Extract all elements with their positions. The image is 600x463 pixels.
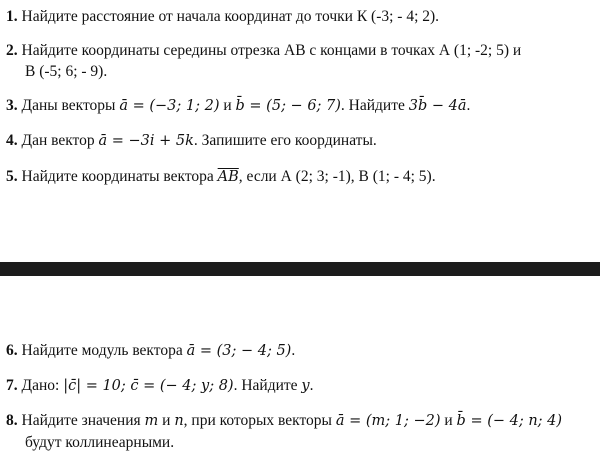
task-1	[6, 6, 586, 27]
task-text: . Найдите	[340, 97, 409, 114]
vector-ab-formula: $\overline{AB}$	[217, 169, 239, 185]
task-2	[6, 40, 586, 82]
variable-n: n	[174, 413, 184, 429]
task-text-continuation: будут коллинеарными.	[25, 434, 175, 451]
task-text: Дан вектор	[21, 132, 99, 149]
task-3	[6, 95, 586, 117]
task-text: , при которых векторы	[183, 412, 336, 429]
vector-b-formula: b̄ = (5; − 6; 7)	[235, 98, 341, 114]
task-number: 8.	[6, 412, 18, 429]
task-4	[6, 130, 586, 152]
task-text: .	[309, 377, 314, 394]
task-text: .	[291, 342, 296, 359]
task-text: и	[219, 97, 236, 114]
task-text-continuation: В (-5; 6; - 9).	[25, 63, 108, 80]
task-6	[6, 340, 586, 362]
vector-c-formula: |c̄| = 10; c̄ = (− 4; y; 8)	[63, 378, 234, 394]
task-number: 1.	[6, 8, 18, 25]
vector-b-formula: b̄ = (− 4; n; 4)	[456, 413, 563, 429]
task-text: Найдите координаты середины отрезка АВ с концами в точках А (1; -2; 5) и	[21, 42, 522, 59]
variable-y: y	[301, 378, 310, 394]
task-number: 2.	[6, 42, 18, 59]
task-text: и	[158, 412, 175, 429]
task-number: 4.	[6, 132, 18, 149]
task-text: Найдите значения	[21, 412, 145, 429]
vector-a-formula: ā = (−3; 1; 2)	[119, 98, 220, 114]
task-text: Найдите координаты вектора	[21, 168, 218, 185]
task-7	[6, 375, 586, 397]
task-text: Найдите расстояние от начала координат до точки К (-3; - 4; 2).	[21, 8, 440, 25]
vector-formula: ā = −3i + 5k	[98, 133, 194, 149]
expression-formula: 3b̄ − 4ā	[408, 98, 467, 114]
task-number: 5.	[6, 168, 18, 185]
task-text: Найдите модуль вектора	[21, 342, 187, 359]
task-number: 6.	[6, 342, 18, 359]
task-text: Дано:	[21, 377, 64, 394]
task-8	[6, 410, 586, 453]
worksheet-page-bottom	[0, 276, 600, 463]
task-text: и	[440, 412, 457, 429]
page-divider	[0, 262, 600, 276]
vector-formula: ā = (3; − 4; 5)	[186, 343, 292, 359]
variable-m: m	[144, 413, 159, 429]
task-text: .	[466, 97, 471, 114]
task-5	[6, 166, 586, 188]
task-text: , если А (2; 3; -1), В (1; - 4; 5).	[238, 168, 436, 185]
task-number: 7.	[6, 377, 18, 394]
vector-a-formula: ā = (m; 1; −2)	[335, 413, 441, 429]
task-number: 3.	[6, 97, 18, 114]
task-text: . Найдите	[233, 377, 302, 394]
task-text: Даны векторы	[21, 97, 120, 114]
task-text: . Запишите его координаты.	[193, 132, 377, 149]
